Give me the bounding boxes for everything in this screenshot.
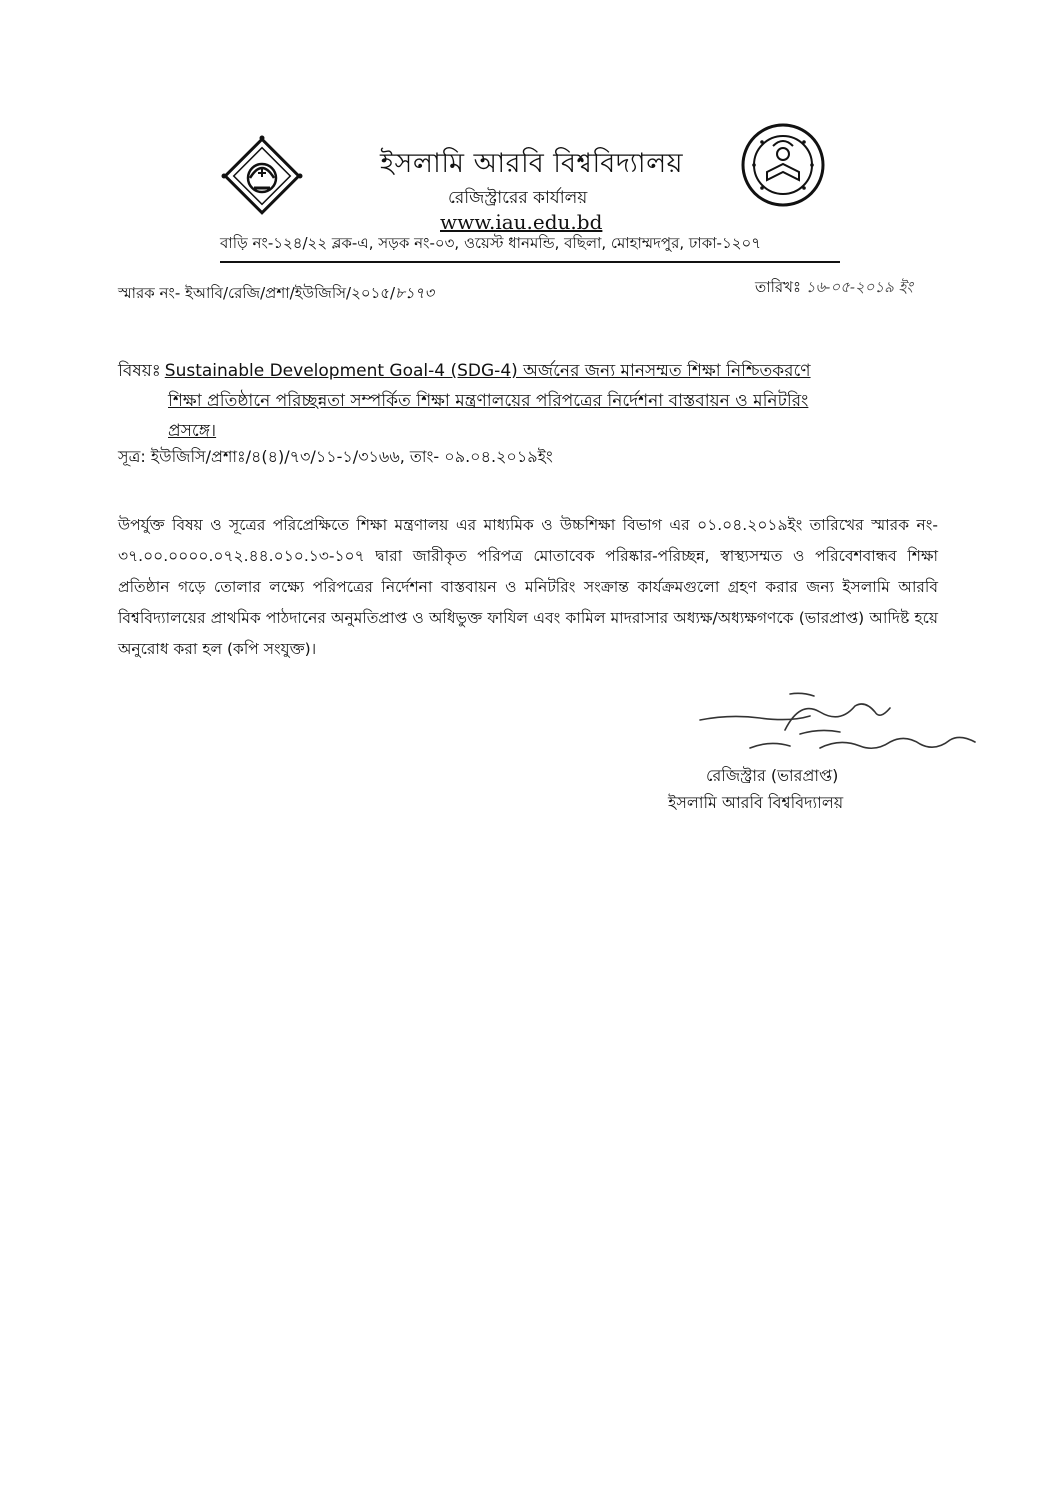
signatory-organization: ইসলামি আরবি বিশ্ববিদ্যালয় [668,793,844,812]
university-seal-icon [214,128,310,224]
date-value: ১৬-০৫-২০১৯ ইং [805,278,913,296]
subject-block [118,356,938,446]
memo-prefix: স্মারক নং- ইআবি/রেজি/প্রশা/ইউজিসি/২০১৫/ [118,284,396,302]
reference-line: সূত্র: ইউজিসি/প্রশাঃ/৪(৪)/৭৩/১১-১/৩১৬৬, তাং- ০৯.০৪.২০১৯ইং [118,447,553,466]
memo-number [118,282,434,307]
date-label: তারিখঃ [755,278,801,296]
handwritten-signature-icon [690,690,990,760]
signatory-title: রেজিস্ট্রার (ভারপ্রাপ্ত) [706,766,839,785]
body-paragraph: উপর্যুক্ত বিষয় ও সূত্রের পরিপ্রেক্ষিতে শিক্ষা মন্ত্রণালয় এর মাধ্যমিক ও উচ্চশিক্ষা বিভাগ এর ০১.০৪.২০১৯ইং তারিখের স্মারক নং- ৩৭.০০.০০০০.০৭২.৪৪.০১০.১৩-১০৭ দ্বারা জারীকৃত পরিপত্র মোতাবেক পরিষ্কার-পরিচ্ছন্ন, স্বাস্থ্যসম্মত ও পরিবেশবান্ধব শিক্ষা প্রতিষ্ঠান গড়ে তোলার লক্ষ্যে পরিপত্রের নির্দেশনা বাস্তবায়ন ও মনিটরিং সংক্রান্ত কার্যক্রমগুলো গ্রহণ করার জন্য ইসলামি আরবি বিশ্ববিদ্যালয়ের প্রাথমিক পাঠদানের অনুমতিপ্রাপ্ত ও অধিভুক্ত ফাযিল এবং কামিল মাদরাসার অধ্যক্ষ/অধ্যক্ষগণকে (ভারপ্রাপ্ত) আদিষ্ট হয়ে অনুরোধ করা হল (কপি সংযুক্ত)। [118,516,938,658]
university-emblem-icon [740,122,826,208]
subject-line-2: শিক্ষা প্রতিষ্ঠানে পরিচ্ছন্নতা সম্পর্কিত শিক্ষা মন্ত্রণালয়ের পরিপত্রের নির্দেশনা বাস্তবায়ন ও মনিটরিং [168,391,809,411]
address-line: বাড়ি নং-১২৪/২২ ব্লক-এ, সড়ক নং-০৩, ওয়েস্ট ধানমন্ডি, বছিলা, মোহাম্মদপুর, ঢাকা-১২০৭ [220,232,840,263]
date-line [755,276,913,301]
subject-label: বিষয়ঃ [118,361,161,381]
office-name: রেজিস্ট্রারের কার্যালয় [448,188,588,208]
subject-line-1: Sustainable Development Goal-4 (SDG-4) অর্জনের জন্য মানসম্মত শিক্ষা নিশ্চিতকরণে [164,361,811,381]
memo-handwritten: ৮১৭৩ [395,284,435,302]
subject-line-3: প্রসঙ্গে। [168,421,217,441]
university-name: ইসলামি আরবি বিশ্ববিদ্যালয় [380,148,684,179]
website-link[interactable]: www.iau.edu.bd [440,210,603,234]
